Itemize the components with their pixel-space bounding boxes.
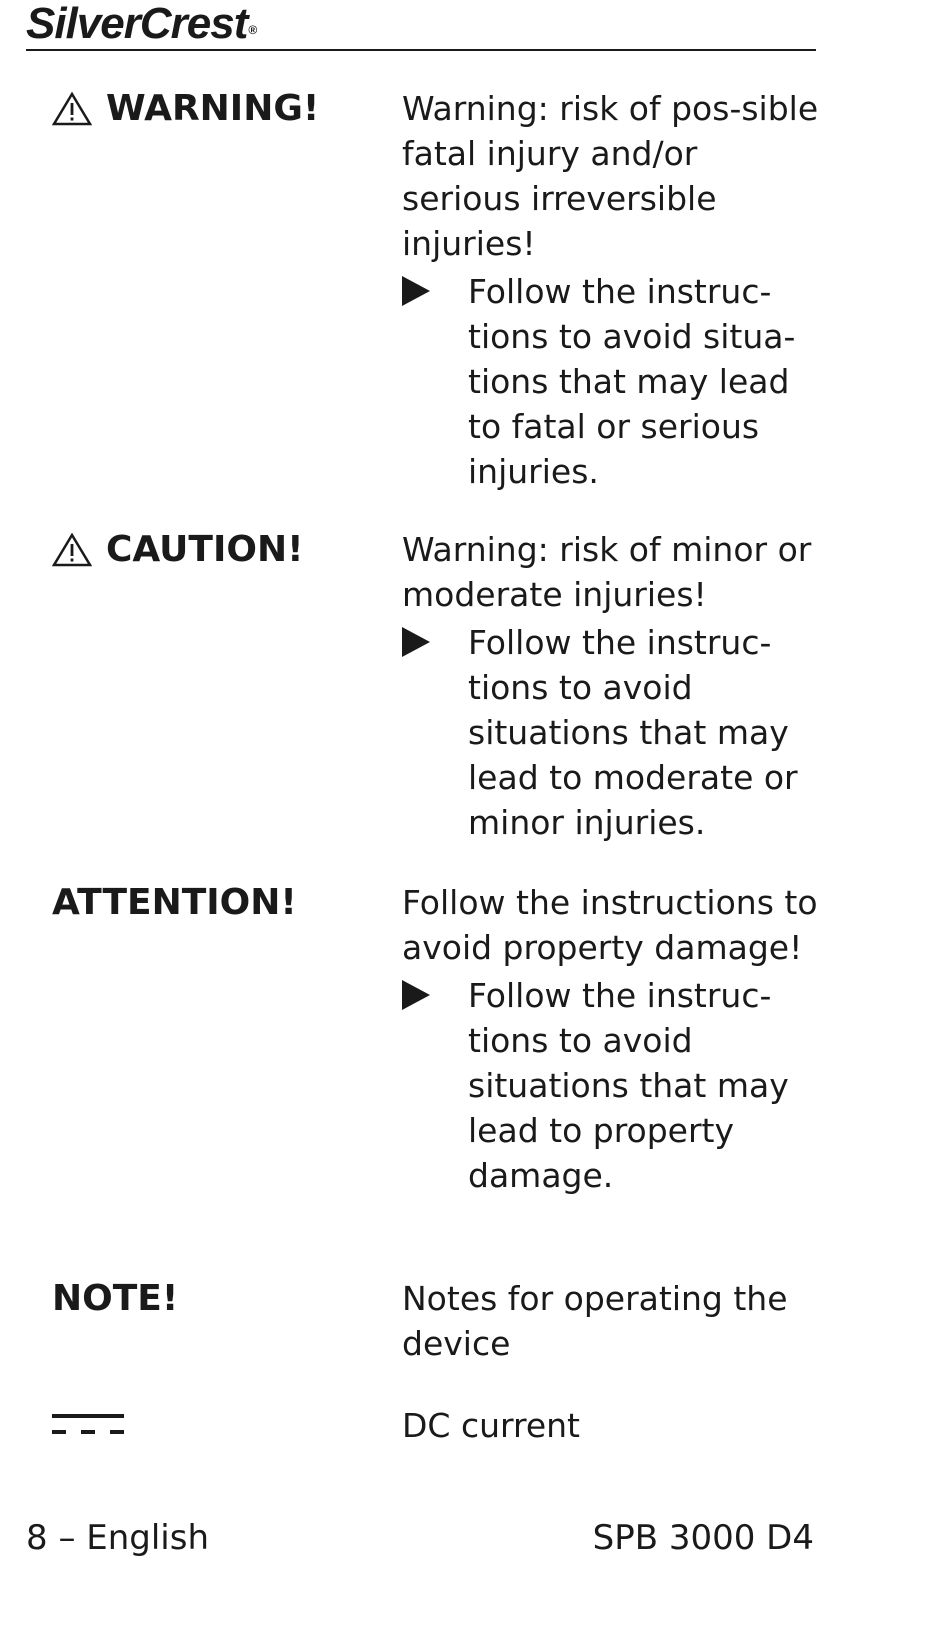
entry-description [402,1276,822,1366]
brand-logo: SilverCrest® [26,0,257,48]
description-text: Warning: risk of minor or moderate injuries! [402,530,812,614]
label-text: NOTE! [52,1278,179,1319]
warning-triangle-icon [52,91,92,127]
bullet-text: Follow the instruc-tions to avoid situa-tions that may lead to fatal or serious injuries. [468,272,796,491]
footer-model: SPB 3000 D4 [592,1518,814,1558]
bullet-text: Follow the instruc-tions to avoid situations that may lead to property damage. [468,976,789,1195]
bullet-arrow-icon [402,627,430,657]
description-text: DC current [402,1406,580,1445]
caution-triangle-icon [52,532,92,568]
entry-label [52,527,304,573]
entry-label [52,86,319,132]
entry-description [402,527,822,845]
label-text: ATTENTION! [52,882,297,923]
label-text: WARNING! [106,88,320,129]
bullet-arrow-icon [402,276,430,306]
description-text: Follow the instructions to avoid property damage! [402,883,818,967]
entry-description [402,880,822,1198]
bullet-text: Follow the instruc-tions to avoid situations that may lead to moderate or minor injuries. [468,623,798,842]
bullet-arrow-icon [402,980,430,1010]
description-text: Warning: risk of pos-sible fatal injury and/or serious irreversible injuries! [402,89,819,263]
bullet-item [402,973,822,1198]
bullet-item [402,620,822,845]
dc-current-symbol-icon [52,1412,126,1436]
entry-description [402,1403,822,1448]
entry-label [52,1276,178,1322]
entry-label [52,880,297,926]
bullet-item [402,269,822,494]
registered-mark: ® [248,23,257,37]
description-text: Notes for operating the device [402,1279,788,1363]
header-rule [26,49,816,51]
entry-description [402,86,822,494]
label-text: CAUTION! [106,529,304,570]
footer-page-label: 8 – English [26,1518,210,1558]
